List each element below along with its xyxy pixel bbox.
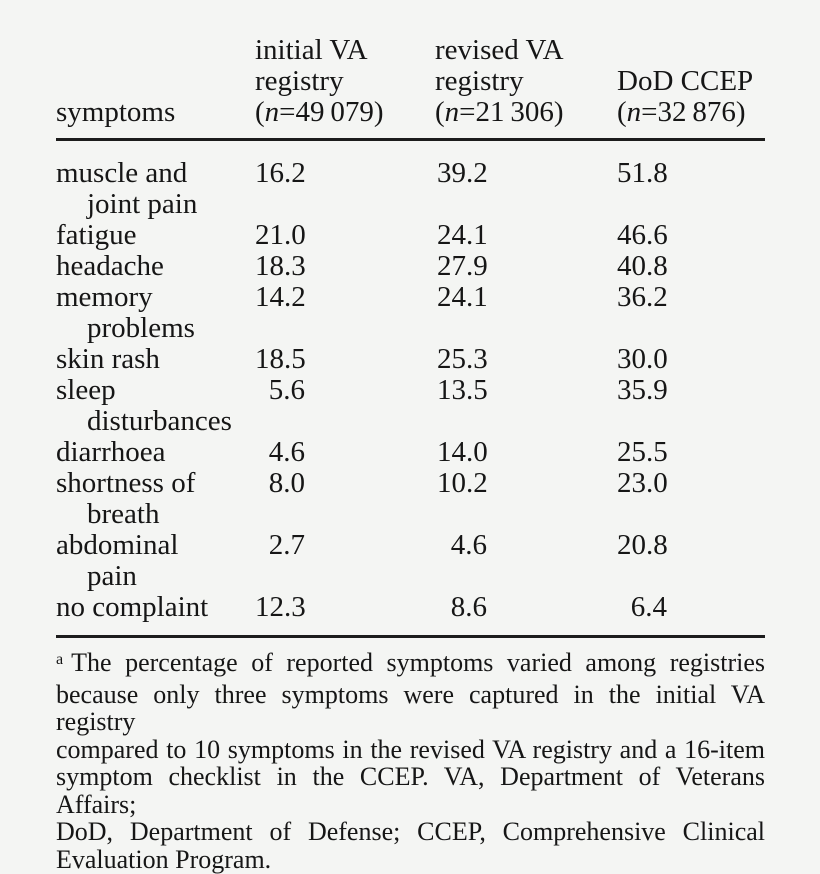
table-body xyxy=(56,141,765,638)
symptoms-header-label: symptoms xyxy=(56,96,176,128)
value-dod-ccep: 35.9 xyxy=(617,374,668,406)
symptom-label xyxy=(56,282,255,344)
table-header xyxy=(56,0,765,141)
table-footnote xyxy=(56,638,765,873)
table-row-skin-rash xyxy=(56,344,765,375)
table-row-muscle-joint-pain xyxy=(56,158,765,220)
n-symbol: n xyxy=(264,96,280,128)
value-dod-ccep: 30.0 xyxy=(617,343,668,375)
value-initial-va: 12.3 xyxy=(255,591,306,623)
symptom-label xyxy=(56,344,255,375)
symptom-label-line2: problems xyxy=(87,312,195,344)
header-line: initial VA xyxy=(255,34,368,66)
footnote-line: because only three symptoms were captured in the initial VA registry xyxy=(56,679,765,736)
symptom-label-line1: shortness of xyxy=(56,467,196,499)
n-symbol: n xyxy=(626,96,642,128)
footnote-line: symptom checklist in the CCEP. VA, Department of Veterans Affairs; xyxy=(56,762,765,819)
symptom-label xyxy=(56,592,255,623)
value-initial-va: 14.2 xyxy=(255,281,306,313)
symptom-label xyxy=(56,530,255,592)
value-revised-va: 4.6 xyxy=(450,529,487,561)
value-revised-va: 39.2 xyxy=(437,157,488,189)
symptom-label-line1: no complaint xyxy=(56,591,209,623)
value-revised-va: 8.6 xyxy=(450,591,487,623)
column-header-dod-ccep xyxy=(617,66,753,128)
symptom-label xyxy=(56,375,255,437)
value-initial-va: 2.7 xyxy=(268,529,305,561)
symptom-label xyxy=(56,220,255,251)
footnote-line: compared to 10 symptoms in the revised VA registry and a 16-item xyxy=(56,734,765,764)
value-revised-va: 13.5 xyxy=(437,374,488,406)
value-initial-va: 21.0 xyxy=(255,219,306,251)
symptom-label-line1: sleep xyxy=(56,374,116,406)
symptom-label xyxy=(56,468,255,530)
n-value: =21 306) xyxy=(459,96,564,128)
column-header-initial-va-registry xyxy=(255,35,384,128)
footnote-line: Evaluation Program. xyxy=(56,844,272,874)
value-dod-ccep: 25.5 xyxy=(617,436,668,468)
column-header-symptoms xyxy=(56,97,175,128)
value-revised-va: 14.0 xyxy=(437,436,488,468)
sample-size xyxy=(255,97,384,128)
symptom-label-line1: skin rash xyxy=(56,343,160,375)
value-initial-va: 8.0 xyxy=(268,467,305,499)
symptom-label xyxy=(56,251,255,282)
symptom-label-line2: disturbances xyxy=(87,405,232,437)
table-row-headache xyxy=(56,251,765,282)
value-revised-va: 10.2 xyxy=(437,467,488,499)
paren: ( xyxy=(255,96,265,128)
value-initial-va: 5.6 xyxy=(268,374,305,406)
table-row-shortness-of-breath xyxy=(56,468,765,530)
header-line: registry xyxy=(255,65,344,97)
footnote-line: DoD, Department of Defense; CCEP, Comprehensive Clinical xyxy=(56,817,765,846)
value-revised-va: 27.9 xyxy=(437,250,488,282)
symptom-label-line1: abdominal xyxy=(56,529,179,561)
value-revised-va: 25.3 xyxy=(437,343,488,375)
value-initial-va: 18.3 xyxy=(255,250,306,282)
symptom-label-line2: pain xyxy=(87,560,137,592)
table-row-memory-problems xyxy=(56,282,765,344)
table-row-sleep-disturbances xyxy=(56,375,765,437)
column-header-revised-va-registry xyxy=(435,35,564,128)
symptom-label-line2: joint pain xyxy=(87,188,198,220)
symptom-label-line1: fatigue xyxy=(56,219,137,251)
value-dod-ccep: 20.8 xyxy=(617,529,668,561)
symptom-label-line1: memory xyxy=(56,281,153,313)
value-revised-va: 24.1 xyxy=(437,219,488,251)
sample-size xyxy=(617,97,753,128)
table-row-fatigue xyxy=(56,220,765,251)
value-dod-ccep: 23.0 xyxy=(617,467,668,499)
footnote-text: The percentage of reported symptoms varied among registries xyxy=(71,648,765,677)
table-row-abdominal-pain xyxy=(56,530,765,592)
value-initial-va: 4.6 xyxy=(268,436,305,468)
table-row-no-complaint xyxy=(56,592,765,623)
value-dod-ccep: 36.2 xyxy=(617,281,668,313)
n-value: =32 876) xyxy=(641,96,746,128)
value-dod-ccep: 6.4 xyxy=(630,591,667,623)
n-symbol: n xyxy=(444,96,460,128)
header-line: registry xyxy=(435,65,524,97)
header-line: DoD CCEP xyxy=(617,65,754,97)
symptom-prevalence-table xyxy=(56,0,765,873)
value-initial-va: 18.5 xyxy=(255,343,306,375)
value-dod-ccep: 46.6 xyxy=(617,219,668,251)
n-value: =49 079) xyxy=(279,96,384,128)
symptom-label-line1: diarrhoea xyxy=(56,436,166,468)
value-initial-va: 16.2 xyxy=(255,157,306,189)
symptom-label-line2: breath xyxy=(87,498,160,530)
symptom-label-line1: headache xyxy=(56,250,164,282)
symptom-label-line1: muscle and xyxy=(56,157,188,189)
sample-size xyxy=(435,97,564,128)
paren: ( xyxy=(617,96,627,128)
value-revised-va: 24.1 xyxy=(437,281,488,313)
value-dod-ccep: 40.8 xyxy=(617,250,668,282)
symptom-label xyxy=(56,158,255,220)
paren: ( xyxy=(435,96,445,128)
symptom-label xyxy=(56,437,255,468)
footnote-line xyxy=(56,649,765,681)
value-dod-ccep: 51.8 xyxy=(617,157,668,189)
header-line: revised VA xyxy=(435,34,564,66)
footnote-superscript-marker: a xyxy=(56,650,64,668)
table-row-diarrhoea xyxy=(56,437,765,468)
